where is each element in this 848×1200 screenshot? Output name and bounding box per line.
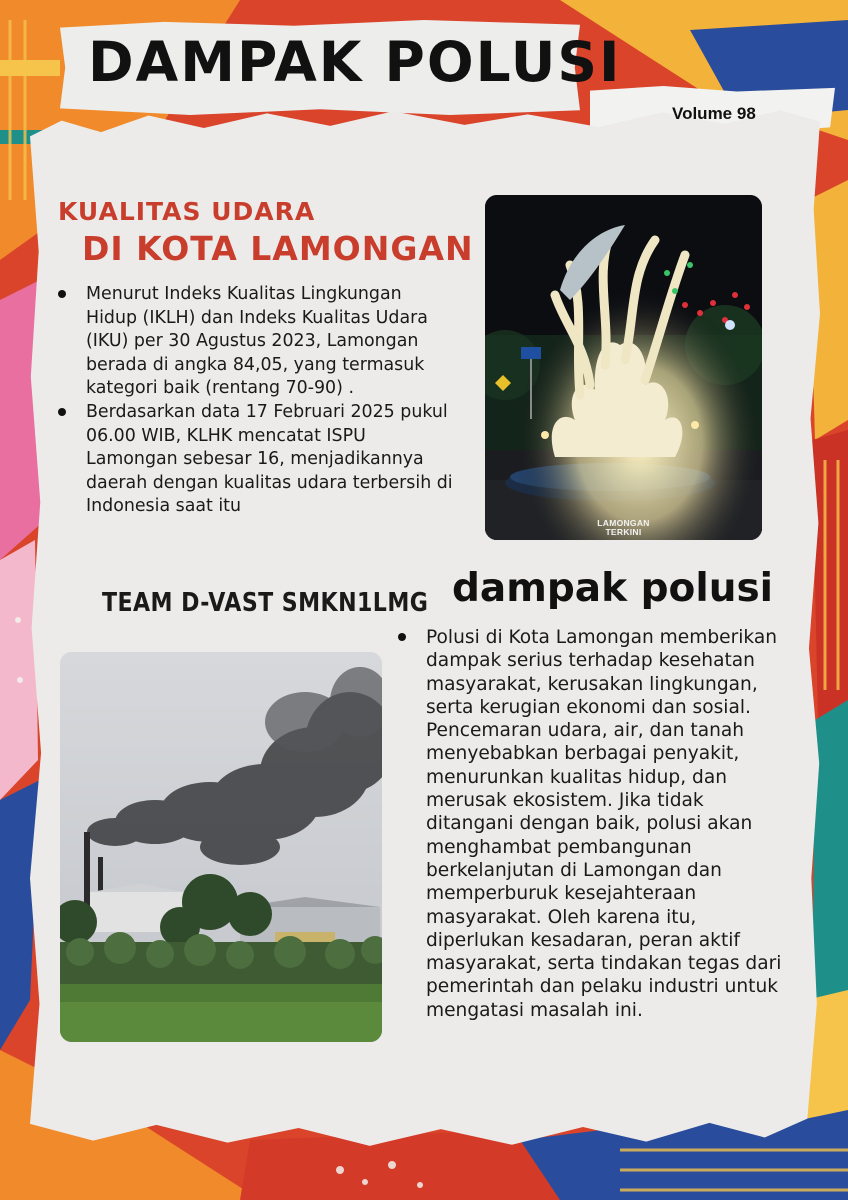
impact-bullet-list <box>398 626 793 1022</box>
air-quality-bullet-list <box>58 283 458 519</box>
volume-label: Volume 98 <box>672 104 756 123</box>
air-quality-heading-line1: KUALITAS UDARA <box>58 197 316 226</box>
air-quality-heading-line2: DI KOTA LAMONGAN <box>82 229 474 268</box>
impact-heading: dampak polusi <box>452 566 774 611</box>
list-item: Polusi di Kota Lamongan memberikan dampak serius terhadap kesehatan masyarakat, kerusakan lingkungan, serta kerugian ekonomi dan sosial. Pencemaran udara, air, dan tanah menyebabkan berbagai penyakit, menurunkan kualitas hidup, dan merusak ekosistem. Jika tidak ditangani dengan baik, polusi akan menghambat pembangunan berkelanjutan di Lamongan dan memperburuk kesejahteraan masyarakat. Oleh karena itu, diperlukan kesadaran, peran aktif masyarakat, serta tindakan tegas dari pemerintah dan pelaku industri untuk mengatasi masalah ini. <box>398 626 793 1022</box>
monument-illustration <box>485 195 762 540</box>
monument-photo <box>485 195 762 540</box>
team-label: TEAM D-VAST SMKN1LMG <box>102 588 429 618</box>
list-item: Berdasarkan data 17 Februari 2025 pukul 06.00 WIB, KLHK mencatat ISPU Lamongan sebesar 16, menjadikannya daerah dengan kualitas udara terbersih di Indonesia saat itu <box>58 401 458 519</box>
list-item: Menurut Indeks Kualitas Lingkungan Hidup (IKLH) dan Indeks Kualitas Udara (IKU) per 30 Agustus 2023, Lamongan berada di angka 84,05, yang termasuk kategori baik (rentang 70-90) . <box>58 283 458 401</box>
photo-watermark-line2: TERKINI <box>605 527 642 537</box>
page-title: DAMPAK POLUSI <box>88 30 622 94</box>
photo-watermark-line1: LAMONGAN <box>597 518 650 528</box>
factory-illustration <box>60 652 382 1042</box>
factory-smoke-photo <box>60 652 382 1042</box>
